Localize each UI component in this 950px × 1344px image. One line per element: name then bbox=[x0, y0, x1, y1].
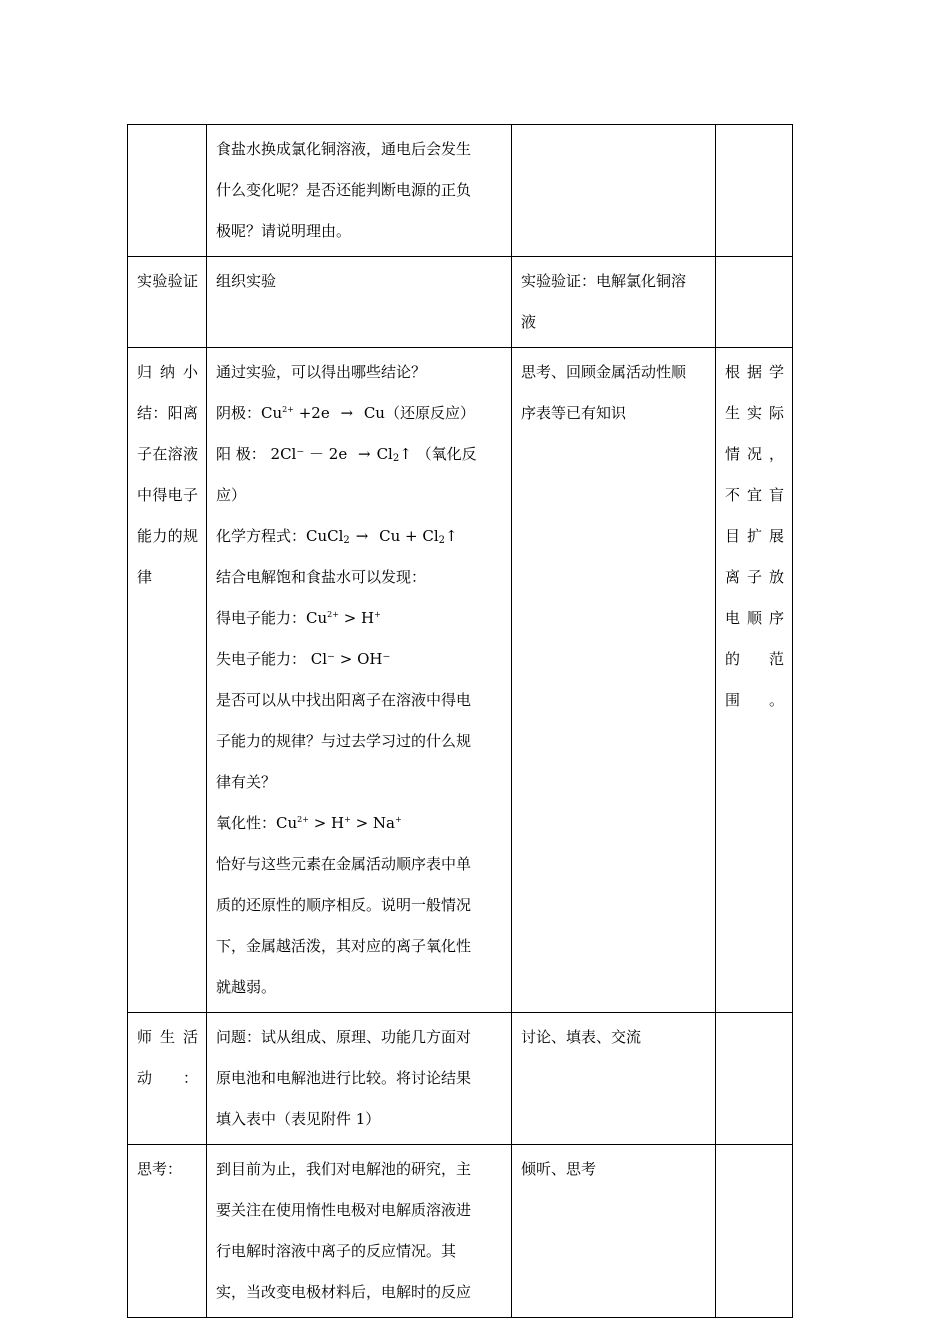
design-intent-cell bbox=[716, 1013, 793, 1145]
oxidizing-order: 氧化性：$Cu^{2+} > H^+ > Na^+$ bbox=[216, 814, 402, 832]
text-line: 什么变化呢？是否还能判断电源的正负 bbox=[216, 181, 472, 199]
text-line: 质的还原性的顺序相反。说明一般情况 bbox=[216, 896, 472, 914]
text-line: 讨论、填表、交流 bbox=[521, 1028, 642, 1046]
cathode-equation: 阴极：$Cu^{2+} +2e \to Cu$（还原反应） bbox=[216, 393, 503, 434]
text-line: 通过实验，可以得出哪些结论？ bbox=[216, 363, 427, 381]
anode-equation: 阳 极： $2Cl^- - 2e \to Cl_2↑$ （氧化反 bbox=[216, 434, 503, 475]
chemical-equation: 化学方程式：CuCl$_2$ → $Cu + Cl_2↑$ bbox=[216, 516, 503, 557]
stage-cell: 师生活动： bbox=[128, 1013, 207, 1145]
teacher-activity-cell bbox=[207, 125, 512, 257]
stage-cell: 思考： bbox=[128, 1145, 207, 1318]
text-line: 问题：试从组成、原理、功能几方面对 bbox=[216, 1028, 472, 1046]
student-activity-cell bbox=[512, 257, 716, 348]
text-line: 应） bbox=[216, 486, 247, 504]
text-line: 到目前为止，我们对电解池的研究，主 bbox=[216, 1160, 472, 1178]
student-activity-cell bbox=[512, 1013, 716, 1145]
design-intent-cell: 根据学生实际情况，不宜盲目扩展离子放电顺序的范围。 bbox=[716, 348, 793, 1013]
text-line: 结合电解饱和食盐水可以发现： bbox=[216, 568, 427, 586]
text-line: 实验验证：电解氯化铜溶 bbox=[521, 272, 687, 290]
lesson-plan-table bbox=[127, 124, 793, 1318]
arrow-icon: → bbox=[358, 445, 371, 463]
stage-cell bbox=[128, 125, 207, 257]
electron-gain-order: 得电子能力：$Cu^{2+} > H^+$ bbox=[216, 609, 381, 627]
text-line: 序表等已有知识 bbox=[521, 404, 627, 422]
design-intent-cell bbox=[716, 257, 793, 348]
text-line: 填入表中（表见附件 1） bbox=[216, 1110, 381, 1128]
arrow-icon: → bbox=[355, 527, 369, 545]
text-line: 是否可以从中找出阳离子在溶液中得电 bbox=[216, 691, 472, 709]
arrow-icon: → bbox=[340, 404, 354, 422]
student-activity-cell bbox=[512, 1145, 716, 1318]
text-line: 原电池和电解池进行比较。将讨论结果 bbox=[216, 1069, 472, 1087]
table-row bbox=[128, 257, 793, 348]
electron-loss-order: 失电子能力： Cl⁻ > OH⁻ bbox=[216, 650, 391, 668]
stage-cell: 实验验证 bbox=[128, 257, 207, 348]
text-line: 思考、回顾金属活动性顺 bbox=[521, 363, 687, 381]
design-intent-cell bbox=[716, 1145, 793, 1318]
stage-cell: 归纳小结：阳离子在溶液中得电子能力的规律 bbox=[128, 348, 207, 1013]
text-line: 倾听、思考 bbox=[521, 1160, 597, 1178]
teacher-activity-cell bbox=[207, 348, 512, 1013]
design-intent-cell bbox=[716, 125, 793, 257]
text-line: 恰好与这些元素在金属活动顺序表中单 bbox=[216, 855, 472, 873]
text-line: 就越弱。 bbox=[216, 978, 277, 996]
table-row bbox=[128, 1013, 793, 1145]
student-activity-cell bbox=[512, 125, 716, 257]
text-line: 组织实验 bbox=[216, 272, 277, 290]
text-line: 子能力的规律？与过去学习过的什么规 bbox=[216, 732, 472, 750]
teacher-activity-cell bbox=[207, 257, 512, 348]
teacher-activity-cell bbox=[207, 1145, 512, 1318]
text-line: 极呢？请说明理由。 bbox=[216, 222, 352, 240]
text-line: 律有关？ bbox=[216, 773, 277, 791]
text-line: 食盐水换成氯化铜溶液，通电后会发生 bbox=[216, 140, 472, 158]
table-row bbox=[128, 125, 793, 257]
text-line: 要关注在使用惰性电极对电解质溶液进 bbox=[216, 1201, 472, 1219]
student-activity-cell bbox=[512, 348, 716, 1013]
text-line: 行电解时溶液中离子的反应情况。其 bbox=[216, 1242, 457, 1260]
text-line: 液 bbox=[521, 313, 537, 331]
teacher-activity-cell bbox=[207, 1013, 512, 1145]
text-line: 下，金属越活泼，其对应的离子氧化性 bbox=[216, 937, 472, 955]
table-row bbox=[128, 1145, 793, 1318]
text-line: 实，当改变电极材料后，电解时的反应 bbox=[216, 1283, 472, 1301]
table-row bbox=[128, 348, 793, 1013]
